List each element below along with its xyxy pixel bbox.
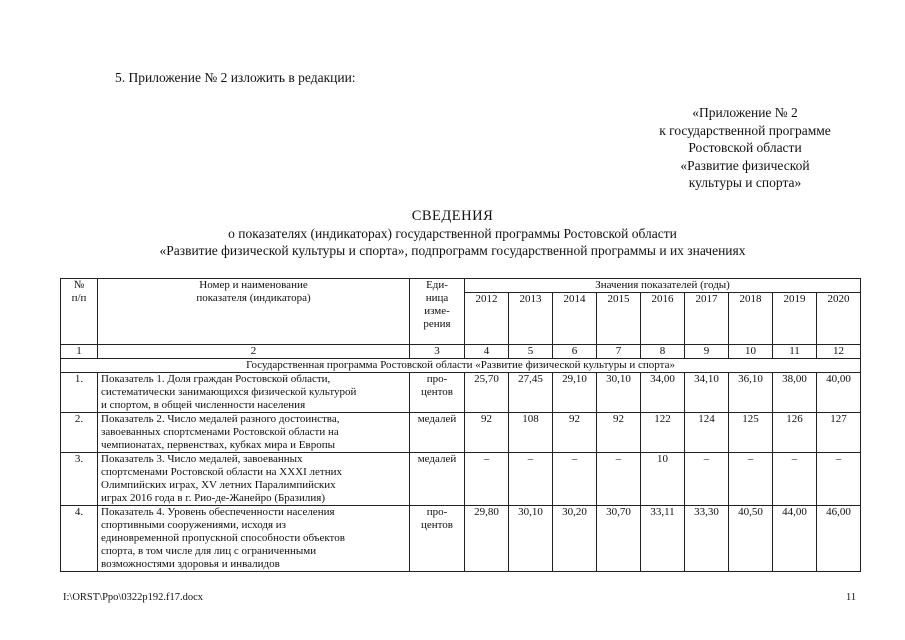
- heading-subtitle: «Развитие физической культуры и спорта», подпрограмм государственной программы и их значениях: [159, 243, 746, 258]
- column-number: 5: [509, 345, 553, 359]
- document-heading: [0, 208, 905, 259]
- header-year: 2012: [465, 293, 509, 345]
- table-header-row: [61, 279, 861, 293]
- indicator-unit: про- центов: [410, 373, 465, 413]
- column-number: 7: [597, 345, 641, 359]
- value-cell: 46,00: [817, 506, 861, 572]
- table-row: [61, 506, 861, 572]
- row-number: 1.: [61, 373, 98, 413]
- row-number: 4.: [61, 506, 98, 572]
- column-number: 10: [729, 345, 773, 359]
- value-cell: 30,20: [553, 506, 597, 572]
- appendix-line: «Развитие физической: [680, 157, 810, 173]
- value-cell: 30,70: [597, 506, 641, 572]
- column-number: 2: [98, 345, 410, 359]
- indicator-unit: медалей: [410, 453, 465, 506]
- value-cell: 29,10: [553, 373, 597, 413]
- indicator-unit: медалей: [410, 413, 465, 453]
- value-cell: –: [597, 453, 641, 506]
- value-cell: 33,30: [685, 506, 729, 572]
- appendix-line: Ростовской области: [688, 140, 802, 155]
- value-cell: 40,00: [817, 373, 861, 413]
- value-cell: 30,10: [597, 373, 641, 413]
- value-cell: 36,10: [729, 373, 773, 413]
- header-year: 2016: [641, 293, 685, 345]
- appendix-line: к государственной программе: [659, 122, 831, 138]
- header-year: 2013: [509, 293, 553, 345]
- header-year: 2017: [685, 293, 729, 345]
- column-number: 1: [61, 345, 98, 359]
- value-cell: 10: [641, 453, 685, 506]
- header-unit: Еди- ница изме- рения: [410, 279, 465, 345]
- row-number: 2.: [61, 413, 98, 453]
- intro-text: 5. Приложение № 2 изложить в редакции:: [115, 70, 356, 85]
- appendix-reference: [600, 104, 890, 192]
- column-number: 4: [465, 345, 509, 359]
- section-row: [61, 359, 861, 373]
- value-cell: –: [553, 453, 597, 506]
- indicator-unit: про- центов: [410, 506, 465, 572]
- column-number: 9: [685, 345, 729, 359]
- value-cell: 126: [773, 413, 817, 453]
- table-row: [61, 413, 861, 453]
- value-cell: 44,00: [773, 506, 817, 572]
- table-row: [61, 373, 861, 413]
- header-year: 2020: [817, 293, 861, 345]
- section-title: Государственная программа Ростовской области «Развитие физической культуры и спорта»: [61, 359, 861, 373]
- footer-file-path: I:\ORST\Ppo\0322p192.f17.docx: [63, 592, 204, 603]
- value-cell: 124: [685, 413, 729, 453]
- indicator-name: Показатель 1. Доля граждан Ростовской области, систематически занимающихся физической культурой и спортом, в общей численности населения: [98, 373, 410, 413]
- column-number: 11: [773, 345, 817, 359]
- value-cell: 33,11: [641, 506, 685, 572]
- value-cell: 92: [465, 413, 509, 453]
- value-cell: 122: [641, 413, 685, 453]
- value-cell: 25,70: [465, 373, 509, 413]
- value-cell: 92: [553, 413, 597, 453]
- header-year: 2014: [553, 293, 597, 345]
- indicator-name: Показатель 4. Уровень обеспеченности населения спортивными сооружениями, исходя из единовременной пропускной способности объектов спорта, в том числе для лиц с ограниченными возможностями здоровья и инвалидов: [98, 506, 410, 572]
- value-cell: –: [509, 453, 553, 506]
- value-cell: 34,00: [641, 373, 685, 413]
- header-year: 2015: [597, 293, 641, 345]
- value-cell: 29,80: [465, 506, 509, 572]
- value-cell: 34,10: [685, 373, 729, 413]
- column-number: 8: [641, 345, 685, 359]
- value-cell: 27,45: [509, 373, 553, 413]
- value-cell: –: [817, 453, 861, 506]
- value-cell: 40,50: [729, 506, 773, 572]
- header-number: № п/п: [61, 279, 98, 345]
- value-cell: –: [685, 453, 729, 506]
- header-indicator-name: Номер и наименование показателя (индикатора): [98, 279, 410, 345]
- indicator-name: Показатель 2. Число медалей разного достоинства, завоеванных спортсменами Ростовской области на чемпионатах, первенствах, кубках мира и Европы: [98, 413, 410, 453]
- value-cell: 92: [597, 413, 641, 453]
- value-cell: 30,10: [509, 506, 553, 572]
- header-year: 2019: [773, 293, 817, 345]
- appendix-line: «Приложение № 2: [692, 105, 798, 120]
- value-cell: –: [729, 453, 773, 506]
- column-number: 6: [553, 345, 597, 359]
- row-number: 3.: [61, 453, 98, 506]
- indicators-table: [60, 278, 861, 572]
- heading-subtitle: о показателях (индикаторах) государственной программы Ростовской области: [228, 226, 677, 241]
- header-values-title: Значения показателей (годы): [465, 279, 861, 293]
- value-cell: 38,00: [773, 373, 817, 413]
- value-cell: –: [773, 453, 817, 506]
- appendix-line: культуры и спорта»: [688, 175, 802, 190]
- column-numbers-row: [61, 345, 861, 359]
- column-number: 3: [410, 345, 465, 359]
- value-cell: 127: [817, 413, 861, 453]
- column-number: 12: [817, 345, 861, 359]
- value-cell: 108: [509, 413, 553, 453]
- value-cell: 125: [729, 413, 773, 453]
- value-cell: –: [465, 453, 509, 506]
- header-year: 2018: [729, 293, 773, 345]
- footer-page-number: 11: [846, 592, 857, 603]
- heading-title: СВЕДЕНИЯ: [411, 208, 494, 224]
- table-row: [61, 453, 861, 506]
- indicator-name: Показатель 3. Число медалей, завоеванных спортсменами Ростовской области на XXXI летних Олимпийских играх, XV летних Паралимпийских играх 2016 года в г. Рио-де-Жанейро (Бразилия): [98, 453, 410, 506]
